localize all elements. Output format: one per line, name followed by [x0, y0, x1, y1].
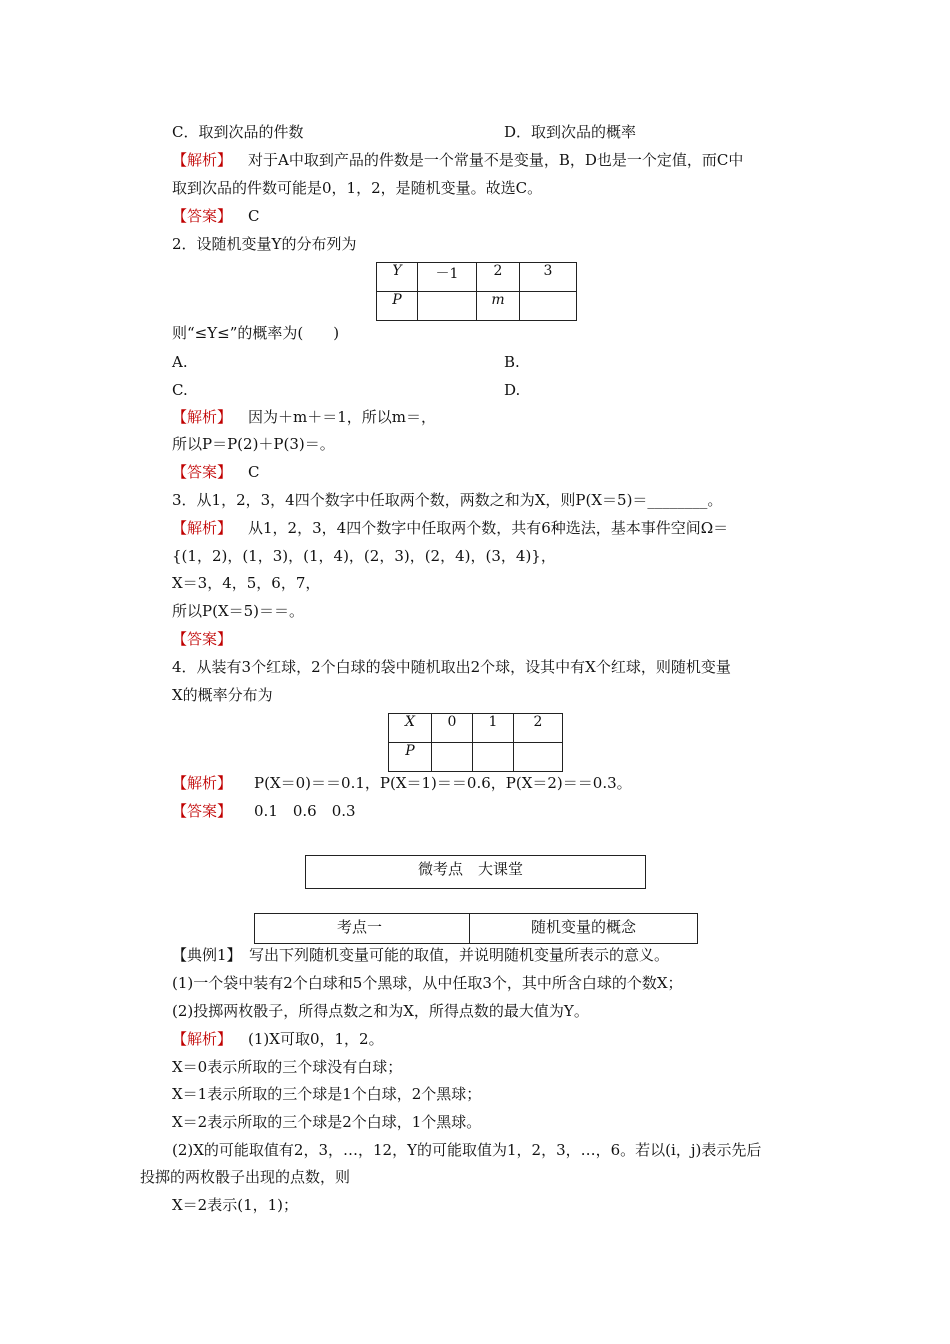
section-title-box — [305, 855, 646, 889]
analysis-tag: 【解析】 — [172, 519, 233, 537]
question-2: 2．设随机变量Y的分布列为 — [172, 235, 357, 253]
analysis-continued: {(1，2)，(1，3)，(1，4)，(2，3)，(2，4)，(3，4)}， — [172, 547, 556, 565]
analysis-line — [172, 518, 728, 538]
analysis-continued: X＝0表示所取的三个球没有白球； — [172, 1058, 403, 1076]
table-cell — [473, 743, 514, 772]
table-cell: m — [477, 292, 520, 321]
table-cell: －1 — [418, 263, 477, 292]
table-cell: 2 — [477, 263, 520, 292]
analysis-continued: 所以P＝P(2)＋P(3)＝。 — [172, 435, 335, 453]
question-3: 3．从1，2，3，4四个数字中任取两个数，两数之和为X，则P(X＝5)＝________。 — [172, 491, 723, 509]
answer-line — [172, 206, 260, 226]
analysis-continued: X＝2表示所取的三个球是2个白球，1个黑球。 — [172, 1113, 482, 1131]
answer-line — [172, 462, 260, 482]
analysis-continued: X＝3，4，5，6，7， — [172, 574, 321, 592]
question-4-continued: X的概率分布为 — [172, 686, 273, 704]
answer-tag: 【答案】 — [172, 630, 233, 648]
analysis-line — [172, 773, 632, 793]
option-b: B. — [504, 353, 520, 371]
topic-label: 考点一 — [337, 918, 383, 936]
answer-text: 0.1 0.6 0.3 — [254, 802, 356, 820]
answer-line — [172, 629, 232, 649]
question-2-prompt: 则“≤Y≤”的概率为( ) — [172, 324, 340, 342]
analysis-line — [172, 150, 743, 170]
table-cell: 0 — [432, 714, 473, 743]
topic-box-divider — [469, 914, 470, 943]
table-cell — [520, 292, 577, 321]
analysis-continued: X＝1表示所取的三个球是1个白球，2个黑球； — [172, 1085, 482, 1103]
analysis-continued: X＝2表示(1，1)； — [172, 1196, 299, 1214]
example-item-2: (2)投掷两枚骰子，所得点数之和为X，所得点数的最大值为Y。 — [172, 1002, 589, 1020]
answer-text: C — [248, 463, 260, 481]
table-cell — [514, 743, 563, 772]
answer-tag: 【答案】 — [172, 802, 233, 820]
analysis-tag: 【解析】 — [172, 151, 233, 169]
example-title: 【典例1】 写出下列随机变量可能的取值，并说明随机变量所表示的意义。 — [172, 946, 670, 964]
table-cell: X — [389, 714, 432, 743]
table-row — [377, 263, 577, 292]
example-item-1: (1)一个袋中装有2个白球和5个黑球，从中任取3个，其中所含白球的个数X； — [172, 974, 683, 992]
option-d: D．取到次品的概率 — [504, 123, 637, 141]
answer-line — [172, 801, 356, 821]
table-row — [377, 292, 577, 321]
analysis-tag: 【解析】 — [172, 774, 233, 792]
analysis-text: P(X＝0)＝＝0.1，P(X＝1)＝＝0.6，P(X＝2)＝＝0.3。 — [254, 774, 632, 792]
table-cell: Y — [377, 263, 418, 292]
option-c: C．取到次品的件数 — [172, 123, 304, 141]
topic-name: 随机变量的概念 — [531, 918, 637, 936]
analysis-continued: 投掷的两枚骰子出现的点数，则 — [140, 1168, 351, 1186]
question-4: 4．从装有3个红球，2个白球的袋中随机取出2个球，设其中有X个红球，则随机变量 — [172, 658, 731, 676]
answer-tag: 【答案】 — [172, 207, 233, 225]
table-cell: 2 — [514, 714, 563, 743]
table-cell — [432, 743, 473, 772]
table-cell: 3 — [520, 263, 577, 292]
table-cell: P — [377, 292, 418, 321]
section-title: 微考点 大课堂 — [418, 860, 524, 878]
table-cell: 1 — [473, 714, 514, 743]
table-row — [389, 714, 563, 743]
distribution-table-y — [376, 262, 577, 321]
analysis-line — [172, 407, 436, 427]
analysis-text: 从1，2，3，4四个数字中任取两个数，共有6种选法，基本事件空间Ω＝ — [248, 519, 729, 537]
analysis-tag: 【解析】 — [172, 408, 233, 426]
option-c: C. — [172, 381, 188, 399]
table-row — [389, 743, 563, 772]
answer-text: C — [248, 207, 260, 225]
table-cell: P — [389, 743, 432, 772]
option-a: A. — [172, 353, 188, 371]
analysis-continued: 所以P(X＝5)＝＝。 — [172, 602, 305, 620]
analysis-text: 因为＋m＋＝1，所以m＝， — [248, 408, 437, 426]
option-d: D. — [504, 381, 521, 399]
topic-box — [254, 913, 698, 944]
answer-tag: 【答案】 — [172, 463, 233, 481]
table-cell — [418, 292, 477, 321]
analysis-continued: (2)X的可能取值有2，3，…，12，Y的可能取值为1，2，3，…，6。若以(i，j)表示先后 — [172, 1141, 762, 1159]
analysis-text: 对于A中取到产品的件数是一个常量不是变量，B，D也是一个定值，而C中 — [248, 151, 744, 169]
distribution-table-x — [388, 713, 563, 772]
analysis-tag: 【解析】 — [172, 1030, 233, 1048]
analysis-line — [172, 1029, 384, 1049]
analysis-continued: 取到次品的件数可能是0，1，2，是随机变量。故选C。 — [172, 179, 543, 197]
analysis-text: (1)X可取0，1，2。 — [248, 1030, 384, 1048]
